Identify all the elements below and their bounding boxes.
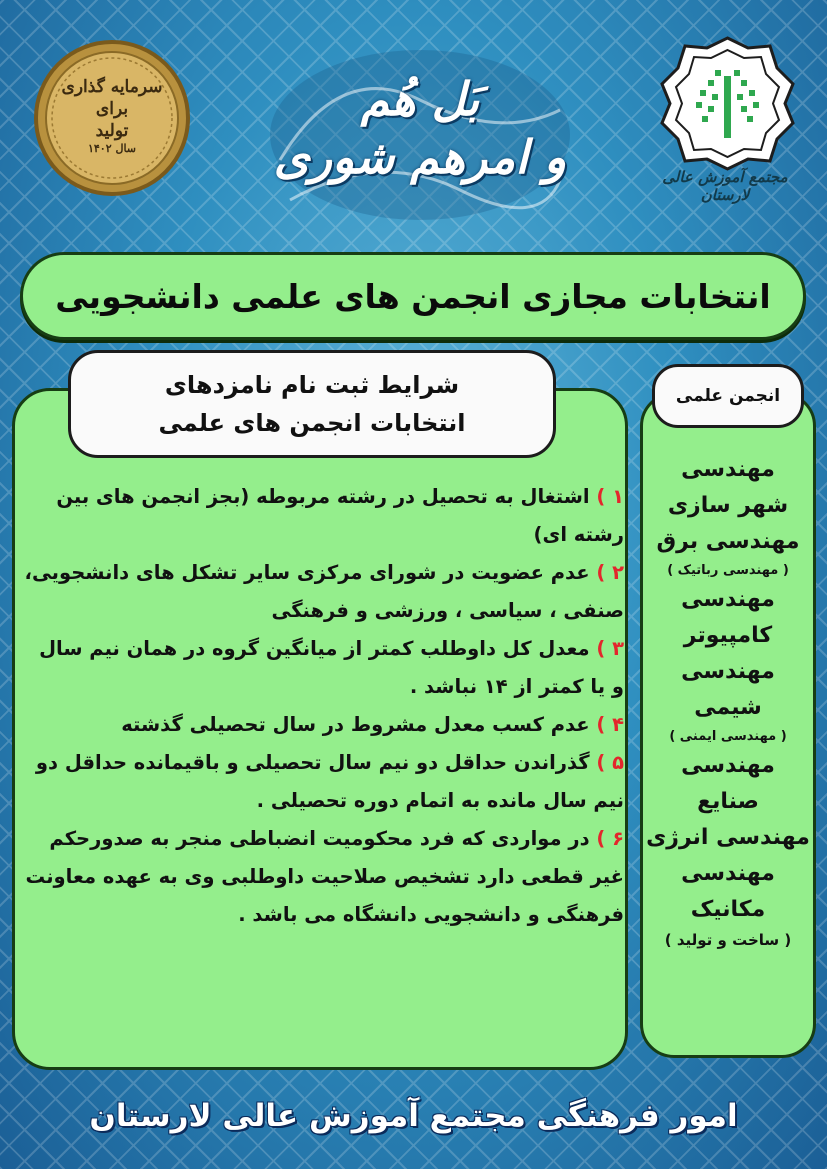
page-title: انتخابات مجازی انجمن های علمی دانشجویی bbox=[55, 276, 771, 316]
association-mechanical-line-2: مکانیک bbox=[690, 897, 766, 922]
seal-line-3: تولید bbox=[95, 121, 129, 141]
green-tree-logo-icon bbox=[660, 36, 795, 171]
conditions-heading-line-1: شرایط ثبت نام نامزدهای bbox=[164, 371, 460, 399]
calligraphy-text bbox=[250, 70, 590, 186]
association-mechanical-note: ( ساخت و تولید ) bbox=[664, 931, 792, 949]
condition-text: گذراندن حداقل دو نیم سال تحصیلی و باقیمانده حداقل دو نیم سال مانده به اتمام دوره تحصیلی . bbox=[35, 751, 624, 812]
title-banner bbox=[20, 252, 806, 340]
condition-item bbox=[24, 706, 624, 744]
association-chemical-line-2: شیمی bbox=[694, 695, 762, 720]
condition-item bbox=[24, 744, 624, 820]
seal-year: سال ۱۴۰۲ bbox=[87, 142, 137, 155]
condition-number: ۶ ) bbox=[596, 827, 624, 850]
condition-text: عدم کسب معدل مشروط در سال تحصیلی گذشته bbox=[121, 713, 590, 736]
condition-item bbox=[24, 630, 624, 706]
conditions-list bbox=[24, 478, 624, 934]
logo-caption: مجتمع آموزش عالی لارستان bbox=[662, 168, 788, 204]
condition-number: ۳ ) bbox=[596, 637, 624, 660]
condition-number: ۴ ) bbox=[596, 713, 624, 736]
calligraphy-line-2: و امرهم شوری bbox=[273, 130, 567, 184]
condition-text: معدل کل داوطلب کمتر از میانگین گروه در همان نیم سال و یا کمتر از ۱۴ نباشد . bbox=[39, 637, 624, 698]
calligraphy-line-1: بَل هُم bbox=[360, 72, 480, 126]
association-electrical: مهندسی برق bbox=[656, 529, 800, 554]
association-safety-note: ( مهندسی ایمنی ) bbox=[669, 729, 787, 744]
associations-header-label: انجمن علمی bbox=[675, 386, 781, 406]
seal-text bbox=[32, 76, 192, 156]
condition-text: در مواردی که فرد محکومیت انضباطی منجر به صدورحکم غیر قطعی دارد تشخیص صلاحیت داوطلبی وی به عهده معاونت فرهنگی و دانشجویی دانشگاه می باشد . bbox=[25, 827, 624, 926]
association-urban-line-2: شهر سازی bbox=[667, 493, 789, 518]
conditions-heading-line-2: انتخابات انجمن های علمی bbox=[158, 409, 466, 437]
association-computer-line-1: مهندسی bbox=[681, 587, 775, 612]
association-industrial-line-1: مهندسی bbox=[681, 753, 775, 778]
association-urban-line-1: مهندسی bbox=[681, 457, 775, 482]
association-computer-line-2: کامپیوتر bbox=[683, 623, 773, 648]
condition-number: ۲ ) bbox=[596, 561, 624, 584]
condition-number: ۱ ) bbox=[596, 485, 624, 508]
association-robotics-note: ( مهندسی رباتیک ) bbox=[667, 563, 789, 578]
condition-item bbox=[24, 478, 624, 554]
association-mechanical-line-1: مهندسی bbox=[681, 861, 775, 886]
association-energy: مهندسی انرژی bbox=[646, 825, 810, 850]
condition-text: اشتغال به تحصیل در رشته مربوطه (بجز انجمن های بین رشته ای) bbox=[56, 485, 624, 546]
seal-line-2: برای bbox=[95, 99, 129, 119]
associations-list bbox=[642, 452, 814, 952]
condition-text: عدم عضویت در شورای مرکزی سایر تشکل های دانشجویی، صنفی ، سیاسی ، ورزشی و فرهنگی bbox=[24, 561, 624, 622]
seal-line-1: سرمایه گذاری bbox=[61, 77, 163, 97]
footer-text: امور فرهنگی مجتمع آموزش عالی لارستان bbox=[89, 1098, 738, 1134]
conditions-heading bbox=[68, 350, 556, 458]
condition-number: ۵ ) bbox=[596, 751, 624, 774]
associations-header bbox=[652, 364, 804, 428]
condition-item bbox=[24, 820, 624, 934]
condition-item bbox=[24, 554, 624, 630]
association-chemical-line-1: مهندسی bbox=[681, 659, 775, 684]
association-industrial-line-2: صنایع bbox=[697, 789, 759, 814]
